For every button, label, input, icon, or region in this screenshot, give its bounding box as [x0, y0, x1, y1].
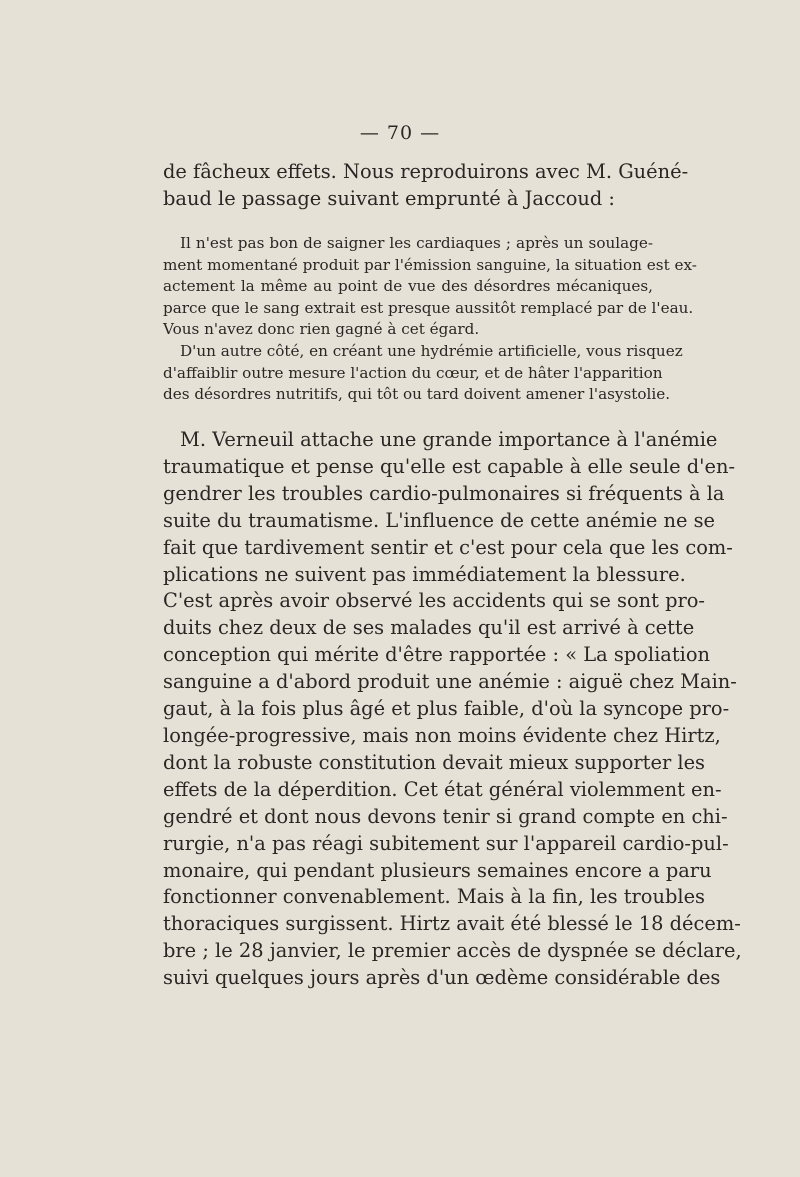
text-line: duits chez deux de ses malades qu'il est arrivé à cette — [163, 616, 695, 640]
quote-line: parce que le sang extrait est presque aussitôt remplacé par de l'eau. — [163, 298, 694, 317]
text-line: traumatique et pense qu'elle est capable à elle seule d'en- — [163, 454, 736, 478]
text-line: gendrer les troubles cardio-pulmonaires si fréquents à la — [163, 481, 725, 505]
quote-line: ment momentané produit par l'émission sanguine, la situation est ex- — [163, 255, 697, 274]
quote-line: Il n'est pas bon de saigner les cardiaques ; après un soulage- — [180, 234, 653, 252]
text-line: fait que tardivement sentir et c'est pour cela que les com- — [163, 535, 733, 559]
quote-line: des désordres nutritifs, qui tôt ou tard doivent amener l'asystolie. — [163, 385, 671, 404]
quote-line: actement la même au point de vue des désordres mécaniques, — [163, 277, 653, 296]
text-line: de fâcheux effets. Nous reproduirons avec M. Guéné- — [163, 160, 689, 183]
intro-paragraph — [163, 159, 689, 213]
text-line: gendré et dont nous devons tenir si grand compte en chi- — [163, 804, 728, 828]
text-line: suivi quelques jours après d'un œdème considérable des — [163, 966, 721, 990]
quote-line: D'un autre côté, en créant une hydrémie artificielle, vous risquez — [180, 341, 683, 360]
quote-line: Vous n'avez donc rien gagné à cet égard. — [163, 320, 480, 339]
quote-line: d'affaiblir outre mesure l'action du cœur, et de hâter l'apparition — [163, 363, 663, 382]
text-line: effets de la déperdition. Cet état général violemment en- — [163, 777, 722, 801]
text-line: rurgie, n'a pas réagi subitement sur l'appareil cardio-pul- — [163, 831, 729, 855]
text-line: bre ; le 28 janvier, le premier accès de dyspnée se déclare, — [163, 939, 742, 963]
text-line: sanguine a d'abord produit une anémie : aiguë chez Main- — [163, 670, 737, 694]
text-line: plications ne suivent pas immédiatement la blessure. — [163, 562, 686, 586]
text-line: dont la robuste constitution devait mieux supporter les — [163, 750, 706, 774]
main-paragraph — [163, 427, 742, 992]
quoted-passage — [163, 233, 697, 406]
text-line: longée-progressive, mais non moins évidente chez Hirtz, — [163, 723, 721, 747]
text-line: gaut, à la fois plus âgé et plus faible, d'où la syncope pro- — [163, 697, 730, 721]
text-line: M. Verneuil attache une grande importance à l'anémie — [180, 428, 718, 451]
text-line: suite du traumatisme. L'influence de cette anémie ne se — [163, 508, 716, 532]
text-line: conception qui mérite d'être rapportée : « La spoliation — [163, 643, 711, 667]
text-line: baud le passage suivant emprunté à Jaccoud : — [163, 186, 615, 210]
text-line: fonctionner convenablement. Mais à la fin, les troubles — [163, 885, 706, 909]
text-line: thoraciques surgissent. Hirtz avait été blessé le 18 décem- — [163, 912, 741, 936]
page-number: — 70 — — [359, 122, 441, 144]
text-line: monaire, qui pendant plusieurs semaines encore a paru — [163, 858, 712, 882]
text-line: C'est après avoir observé les accidents qui se sont pro- — [163, 589, 705, 613]
